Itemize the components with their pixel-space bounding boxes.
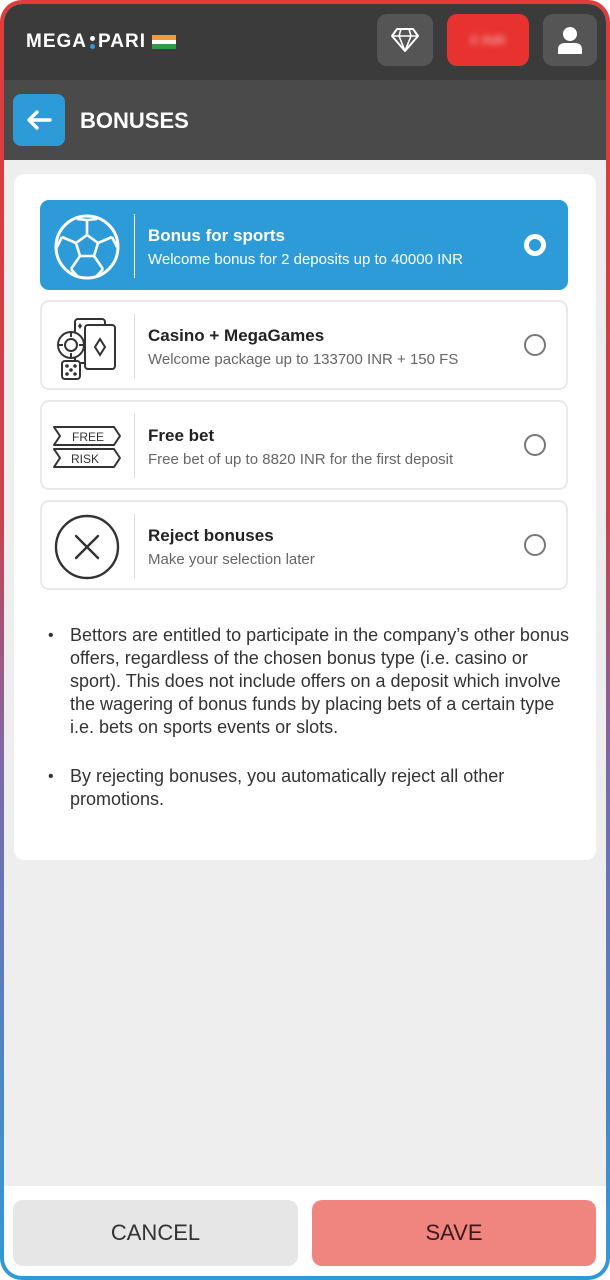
- option-radio[interactable]: [524, 334, 546, 356]
- profile-button[interactable]: [543, 14, 597, 66]
- user-icon: [557, 26, 583, 54]
- arrow-left-icon: [26, 109, 52, 131]
- option-radio[interactable]: [524, 534, 546, 556]
- option-description: Free bet of up to 8820 INR for the first deposit: [148, 451, 454, 468]
- option-radio-selected[interactable]: [524, 234, 546, 256]
- option-divider: [134, 214, 135, 278]
- free-risk-ticket-icon: [52, 412, 122, 482]
- footer-bar: [4, 1186, 606, 1276]
- bullet: •: [48, 768, 54, 785]
- bonus-option-reject[interactable]: [40, 500, 568, 590]
- bonus-option-sports[interactable]: [40, 200, 568, 290]
- note-item: [48, 765, 578, 811]
- note-item: [48, 624, 578, 739]
- option-divider: [134, 314, 135, 378]
- cancel-button[interactable]: CANCEL: [13, 1200, 298, 1266]
- save-button[interactable]: SAVE: [312, 1200, 596, 1266]
- diamond-icon: [390, 27, 420, 53]
- note-text: Bettors are entitled to participate in the company’s other bonus offers, regardless of the chosen bonus type (i.e. casino or sport). This does not include offers on a deposit which involve the wagering of bonus funds by placing bets of a certain type i.e. bets on sports events or slots.: [70, 625, 569, 737]
- option-divider: [134, 414, 135, 478]
- app-screen: [4, 4, 606, 1276]
- bonus-notes: [48, 624, 578, 837]
- option-title: Free bet: [148, 426, 215, 445]
- option-description: Make your selection later: [148, 551, 315, 568]
- india-flag-icon: [152, 35, 176, 49]
- bullet: •: [48, 627, 54, 644]
- option-title: Reject bonuses: [148, 526, 274, 545]
- logo-text-left: MEGA: [26, 31, 87, 52]
- bonus-option-free-bet[interactable]: [40, 400, 568, 490]
- option-title: Bonus for sports: [148, 226, 285, 245]
- option-divider: [134, 514, 135, 578]
- option-description: Welcome bonus for 2 deposits up to 40000 INR: [148, 251, 463, 268]
- option-radio[interactable]: [524, 434, 546, 456]
- soccer-ball-icon: [52, 212, 122, 282]
- page-title: BONUSES: [80, 108, 189, 133]
- bonus-panel: [14, 174, 596, 860]
- top-bar: [4, 4, 606, 80]
- vip-button[interactable]: [377, 14, 433, 66]
- option-description: Welcome package up to 133700 INR + 150 FS: [148, 351, 459, 368]
- back-button[interactable]: [13, 94, 65, 146]
- note-text: By rejecting bonuses, you automatically reject all other promotions.: [70, 766, 505, 809]
- svg-text:FREE: FREE: [71, 430, 105, 444]
- svg-text:RISK: RISK: [70, 452, 100, 466]
- option-title: Casino + MegaGames: [148, 326, 325, 345]
- balance-button[interactable]: [447, 14, 529, 66]
- megapari-logo[interactable]: [26, 31, 176, 53]
- page-header: [4, 80, 606, 160]
- reject-x-icon: [52, 512, 122, 582]
- logo-text-right: PARI: [98, 31, 146, 52]
- bonus-option-casino[interactable]: [40, 300, 568, 390]
- logo-colon: [90, 36, 95, 49]
- balance-amount: 0 INR: [470, 32, 506, 48]
- casino-cards-icon: [52, 312, 122, 382]
